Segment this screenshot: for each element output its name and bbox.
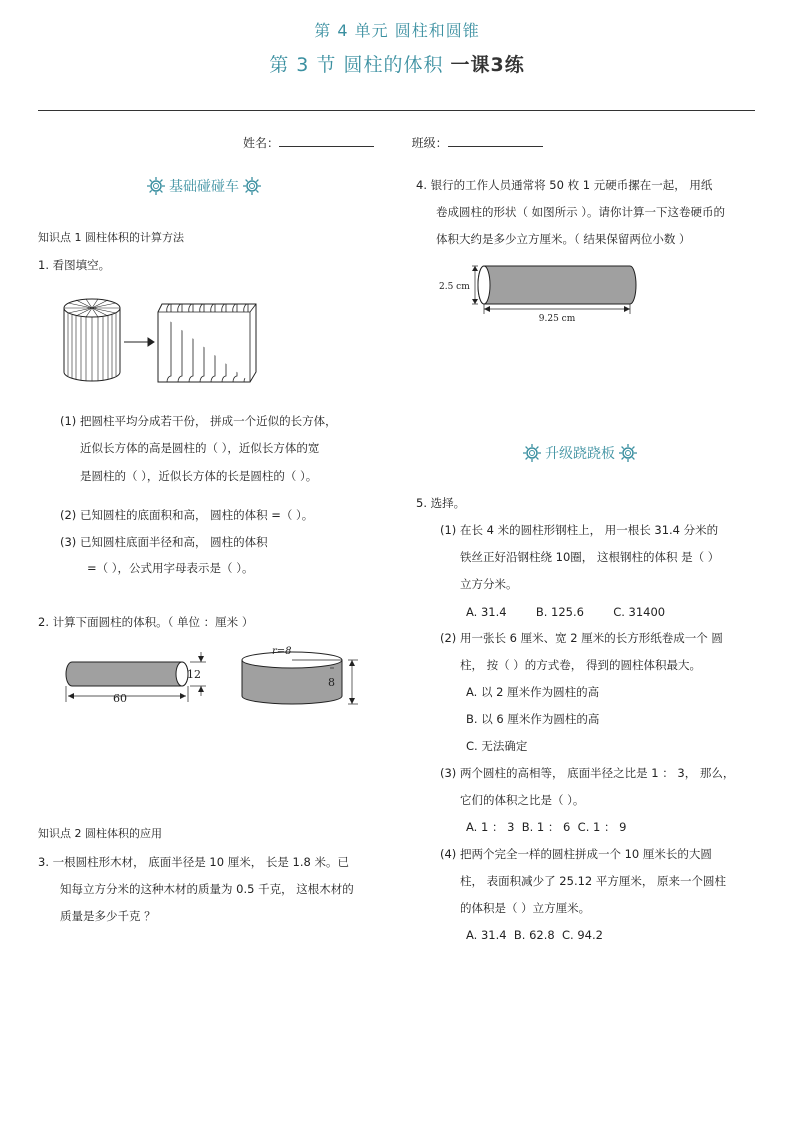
name-label: 姓名：	[243, 136, 280, 150]
unit-title: 第 4 单元 圆柱和圆锥	[314, 21, 480, 40]
cylinders-dimension-figure	[60, 640, 360, 710]
q5-sub2-option-b: B. 以 6 厘米作为圆柱的高	[466, 712, 600, 726]
q5-sub1-line3: 立方分米。	[460, 577, 518, 591]
q5-sub4-line1: (4) 把两个完全一样的圆柱拼成一个 10 厘米长的大圆	[440, 847, 712, 861]
fig-left-diameter: 12	[187, 668, 201, 681]
section-advanced	[522, 443, 638, 463]
q5-sub4-line2: 柱， 表面积减少了 25.12 平方厘米， 原来一个圆柱	[460, 874, 727, 888]
fig-coin-length: 9.25 cm	[538, 314, 576, 324]
fig-coin-diameter: 2.5 cm	[439, 282, 470, 292]
q1-title: 1. 看图填空。	[38, 258, 111, 272]
q5-sub2-line1: (2) 用一张长 6 厘米、宽 2 厘米的长方形纸卷成一个 圆	[440, 631, 723, 645]
q5-sub3-line1: (3) 两个圆柱的高相等， 底面半径之比是 1 ： 3， 那么，	[440, 766, 735, 780]
q3-line3: 质量是多少千克 ？	[60, 909, 156, 923]
fig-left-length: 60	[113, 692, 127, 705]
q5-sub1-options: A. 31.4 B. 125.6 C. 31400	[466, 605, 666, 619]
header-divider	[38, 110, 755, 111]
sun-badge-icon	[242, 176, 262, 196]
q5-sub2-option-a: A. 以 2 厘米作为圆柱的高	[466, 685, 600, 699]
class-blank[interactable]	[448, 136, 543, 147]
q3-line2: 知每立方分米的这种木材的质量为 0.5 千克， 这根木材的	[60, 882, 354, 896]
section-basic-label: 基础碰碰车	[169, 179, 239, 195]
q5-sub2-option-c: C. 无法确定	[466, 739, 528, 753]
q1-part2: (2) 已知圆柱的底面积和高， 圆柱的体积 =（ ）。	[60, 508, 314, 522]
section-advanced-label: 升级跷跷板	[545, 446, 615, 462]
q3-line1: 3. 一根圆柱形木材， 底面半径是 10 厘米， 长是 1.8 米。已	[38, 855, 349, 869]
q5-sub4-options: A. 31.4 B. 62.8 C. 94.2	[466, 928, 603, 942]
student-info-row	[243, 134, 543, 151]
q5-sub2-line2: 柱， 按（ ）的方式卷， 得到的圆柱体积最大。	[460, 658, 701, 672]
sun-badge-icon	[522, 443, 542, 463]
sun-badge-icon	[618, 443, 638, 463]
q5-sub1-line2: 铁丝正好沿钢柱绕 10圈， 这根钢柱的体积 是（ ）	[460, 550, 720, 564]
sun-badge-icon	[146, 176, 166, 196]
section-basic	[146, 176, 262, 196]
lesson-tag: 一课3练	[450, 54, 525, 76]
q5-title: 5. 选择。	[416, 496, 466, 510]
fig-right-height: 8	[328, 676, 335, 689]
q5-sub4-line3: 的体积是（ ）立方厘米。	[460, 901, 591, 915]
q5-sub3-options: A. 1 ： 3 B. 1 ： 6 C. 1 ： 9	[466, 820, 627, 834]
q5-sub1-line1: (1) 在长 4 米的圆柱形钢柱上， 用一根长 31.4 分米的	[440, 523, 719, 537]
class-label: 班级：	[411, 136, 448, 150]
q4-line3: 体积大约是多少立方厘米。（ 结果保留两位小数 ）	[436, 232, 691, 246]
lesson-title	[0, 50, 794, 77]
q1-part1-line2: 近似长方体的高是圆柱的（ ），近似长方体的宽	[80, 441, 320, 455]
knowledge-point-2: 知识点 2 圆柱体积的应用	[38, 827, 162, 840]
q1-part1-line1: (1) 把圆柱平均分成若干份， 拼成一个近似的长方体，	[60, 414, 337, 428]
q2-title: 2. 计算下面圆柱的体积。（ 单位 ：厘米 ）	[38, 615, 254, 629]
q1-part3-line2: =（ ），公式用字母表示是（ ）。	[87, 561, 254, 575]
coin-roll-figure	[436, 258, 646, 324]
cylinder-slicing-figure	[60, 290, 270, 385]
q4-line1: 4. 银行的工作人员通常将 50 枚 1 元硬币摞在一起， 用纸	[416, 178, 713, 192]
knowledge-point-1: 知识点 1 圆柱体积的计算方法	[38, 231, 184, 244]
fig-right-radius: r=8	[272, 646, 292, 657]
q1-part1-line3: 是圆柱的（ ），近似长方体的长是圆柱的（ ）。	[80, 469, 318, 483]
q1-part3-line1: (3) 已知圆柱底面半径和高， 圆柱的体积	[60, 535, 268, 549]
name-blank[interactable]	[279, 136, 374, 147]
q5-sub3-line2: 它们的体积之比是（ ）。	[460, 793, 585, 807]
lesson-name: 第 3 节 圆柱的体积	[269, 54, 444, 76]
q4-line2: 卷成圆柱的形状（ 如图所示 ）。请你计算一下这卷硬币的	[436, 205, 726, 219]
